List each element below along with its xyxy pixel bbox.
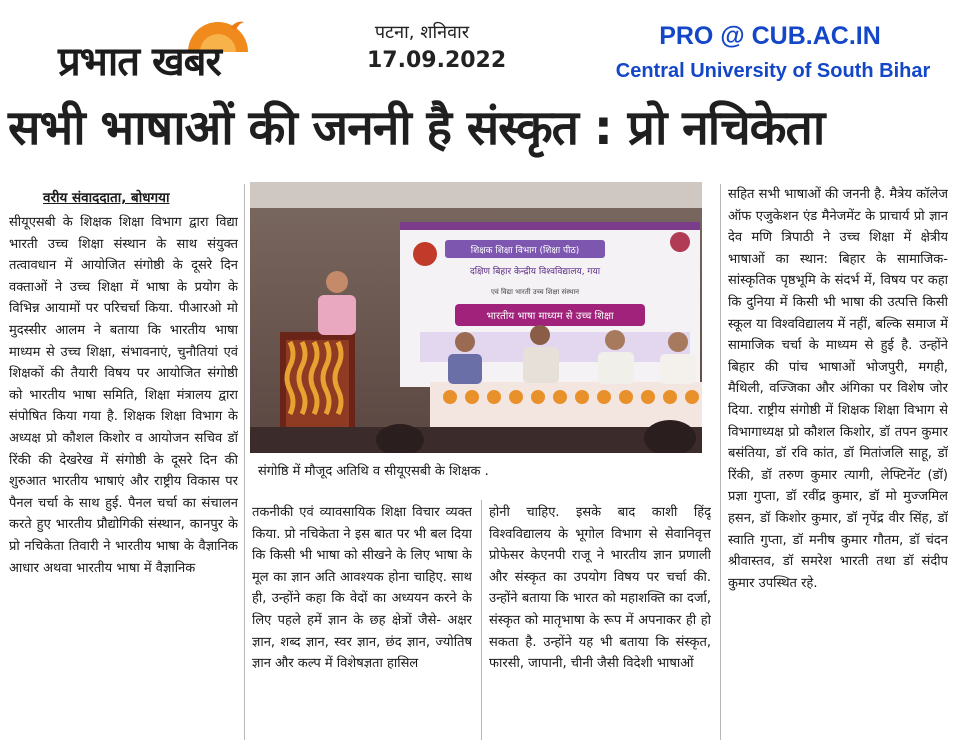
article-column-4 <box>728 184 948 740</box>
column-2-text: तकनीकी एवं व्यावसायिक शिक्षा विचार व्यक्त किया. प्रो नचिकेता ने इस बात पर भी बल दिया कि किसी भी भाषा को सीखने के लिए भाषा के मूल का ज्ञान अति आवश्यक होना चाहिए. साथ ही, उन्होंने कहा कि वेदों का अध्ययन करने के लिए पहले हमें ज्ञान के छह क्षेत्रों जैसे- अक्षर ज्ञान, शब्द ज्ञान, स्वर ज्ञान, छंद ज्ञान, ज्योतिष ज्ञान और कल्प में विशेषज्ञता हासिल <box>252 505 472 672</box>
pro-email: PRO @ CUB.AC.IN <box>659 22 881 50</box>
dateline-city: पटना, शनिवार <box>374 22 470 43</box>
column-divider <box>244 184 245 740</box>
event-scene <box>250 182 702 453</box>
dateline <box>367 20 507 73</box>
column-divider <box>720 184 721 740</box>
masthead-name: प्रभात खबर <box>58 39 221 85</box>
column-4-text: सहित सभी भाषाओं की जननी है. मैत्रेय कॉलेज ऑफ एजुकेशन एंड मैनेजमेंट के प्राचार्य प्रो ज्ञान देव मणि त्रिपाठी ने उच्च शिक्षा में क्षेत्रीय भाषाओं का स्थान: बिहार के सामाजिक-सांस्कृतिक पृष्ठभूमि के संदर्भ में, विषय पर कहा कि दुनिया में किसी भी भाषा की उत्पत्ति किसी स्कूल या विश्वविद्यालय में नहीं, बल्कि समाज में सामाजिक चर्चा के माध्यम से हुई है. उन्होंने बिहार की पांच भाषाओं भोजपुरी, मगही, मैथिली, वज्जिका और अंगिका पर विशेष जोर दिया. राष्ट्रीय संगोष्ठी में शिक्षक शिक्षा विभाग से विभागाध्यक्ष प्रो कौशल किशोर, डॉ तपन कुमार बसंतिया, डॉ रवि कांत, डॉ मितांजलि साहू, डॉ रिंकी, डॉ तरुण कुमार त्यागी, लेफ्टिनेंट (डॉ) प्रज्ञा गुप्ता, डॉ रवींद्र कुमार, डॉ मो मुज्जमिल हसन, डॉ किशोर कुमार, डॉ नृपेंद्र वीर सिंह, डॉ स्वाति गुप्ता, डॉ मनीष कुमार गौतम, डॉ चंदन श्रीवास्तव, डॉ समरेश भारती तथा डॉ संदीप कुमार उपस्थित रहे. <box>728 187 948 591</box>
headline: सभी भाषाओं की जननी है संस्कृत : प्रो नचिकेता <box>8 100 825 156</box>
column-divider <box>481 500 482 740</box>
event-photo <box>250 182 702 453</box>
university-name: Central University of South Bihar <box>615 60 931 82</box>
banner-line-2: दक्षिण बिहार केन्द्रीय विश्वविद्यालय, गया <box>469 267 601 277</box>
column-1-text: सीयूएसबी के शिक्षक शिक्षा विभाग द्वारा विद्या भारती उच्च शिक्षा संस्थान के साथ संयुक्त तत्वावधान में आयोजित संगोष्ठी के दूसरे दिन वक्ताओं ने उच्च शिक्षा में भाषा के प्रयोग के विभिन्न आयामों पर परिचर्चा किया. पीआरओ मो मुदस्सीर आलम ने बताया कि भारतीय भाषा माध्यम से उच्च शिक्षा, संभावनाएं, चुनौतियां एवं शिक्षकों की तैयारी विषय पर आयोजित संगोष्ठी को भारतीय भाषा समिति, शिक्षा मंत्रालय द्वारा संपोषित किया गया है. शिक्षक शिक्षा विभाग के अध्यक्ष प्रो कौशल किशोर व आयोजन सचिव डॉ रिंकी की देखरेख में संगोष्ठी के दूसरे दिन की शुरुआत भारतीय भाषाएं और राष्ट्रीय विकास पर पैनल चर्चा के साथ हुई. पैनल चर्चा का संचालन करते हुए भारतीय प्रौद्योगिकी संस्थान, कानपुर के प्रो नचिकेता तिवारी ने भारतीय भाषा के वैज्ञानिक आधार अथवा भारतीय भाषा में वैज्ञानिक <box>9 215 238 576</box>
banner-small-text: एवं विद्या भारती उच्च शिक्षा संस्थान <box>490 288 580 296</box>
article-column-3 <box>489 502 711 740</box>
photo-caption: संगोष्ठि में मौजूद अतिथि व सीयूएसबी के शिक्षक . <box>258 464 489 479</box>
banner-line-1: शिक्षक शिक्षा विभाग (शिक्षा पीठ) <box>470 246 580 256</box>
article-column-1 <box>9 212 238 740</box>
dateline-date: 17.09.2022 <box>367 48 507 73</box>
masthead-logo <box>58 10 298 85</box>
column-3-text: होनी चाहिए. इसके बाद काशी हिंदू विश्वविद्यालय के भूगोल विभाग से सेवानिवृत्त प्रोफेसर केएनपी राजू ने भारतीय ज्ञान प्रणाली और संस्कृत का उपयोग विषय पर चर्चा की. उन्होंने बताया कि भारत को महाशक्ति का दर्जा, संस्कृत को मातृभाषा के रूप में अपनाकर ही हो सकता है. उन्होंने यह भी बताया कि संस्कृत, फारसी, जापानी, चीनी जैसी विदेशी भाषाओं <box>489 505 711 672</box>
article-column-2 <box>252 502 472 740</box>
byline: वरीय संवाददाता, बोधगया <box>43 190 170 206</box>
banner-line-3: भारतीय भाषा माध्यम से उच्च शिक्षा <box>486 311 614 322</box>
